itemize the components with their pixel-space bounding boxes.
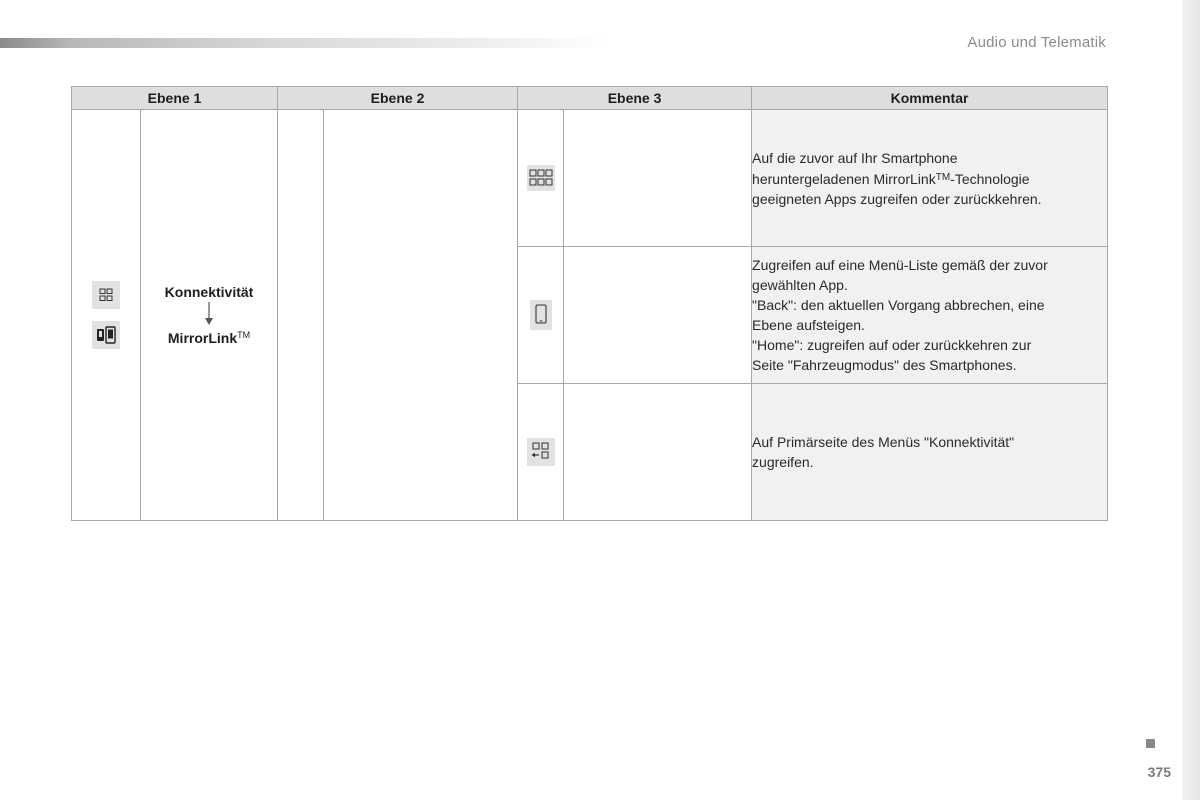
level1-icon-cell (72, 110, 141, 521)
column-header-ebene2: Ebene 2 (278, 87, 518, 110)
column-header-kommentar: Kommentar (752, 87, 1108, 110)
level2-label-cell (324, 110, 518, 521)
page-number: 375 (1147, 764, 1171, 780)
section-title: Audio und Telematik (967, 34, 1106, 51)
header-gradient-bar (0, 38, 605, 48)
back-to-grid-icon (527, 438, 555, 466)
page-marker (1146, 739, 1155, 748)
table-row (72, 110, 1108, 247)
level3-label-cell (564, 247, 752, 384)
arrow-down-icon (204, 302, 214, 326)
column-header-ebene3: Ebene 3 (518, 87, 752, 110)
connectivity-grid-icon (92, 281, 120, 309)
level2-icon-cell (278, 110, 324, 521)
mirrorlink-phones-icon (92, 321, 120, 349)
level1-label-cell (141, 110, 278, 521)
comment-cell: Zugreifen auf eine Menü-Liste gemäß der zuvor gewählten App. "Back": den aktuellen Vorgang abbrechen, eine Ebene aufsteigen. "Home": zugreifen auf oder zurückkehren zur Seite "Fahrzeugmodus" des Smartphones. (752, 247, 1108, 384)
konnektivitaet-label: Konnektivität (164, 284, 254, 300)
page-edge-strip (1182, 0, 1200, 800)
comment-cell: Auf die zuvor auf Ihr Smartphone heruntergeladenen MirrorLink™-Technologie geeigneten Apps zugreifen oder zurückkehren. (752, 110, 1108, 247)
menu-table (71, 86, 1108, 521)
smartphone-icon (530, 300, 552, 330)
level3-icon-cell (518, 384, 564, 521)
level3-label-cell (564, 384, 752, 521)
mirrorlink-label: MirrorLink (167, 330, 238, 346)
table-header-row (72, 87, 1108, 110)
apps-grid-icon (527, 165, 555, 191)
level3-icon-cell (518, 247, 564, 384)
level3-label-cell (564, 110, 752, 247)
comment-cell: Auf Primärseite des Menüs "Konnektivität" zugreifen. (752, 384, 1108, 521)
column-header-ebene1: Ebene 1 (72, 87, 278, 110)
level3-icon-cell (518, 110, 564, 247)
level1-labels (141, 284, 277, 346)
trademark-mark: TM (237, 330, 251, 340)
